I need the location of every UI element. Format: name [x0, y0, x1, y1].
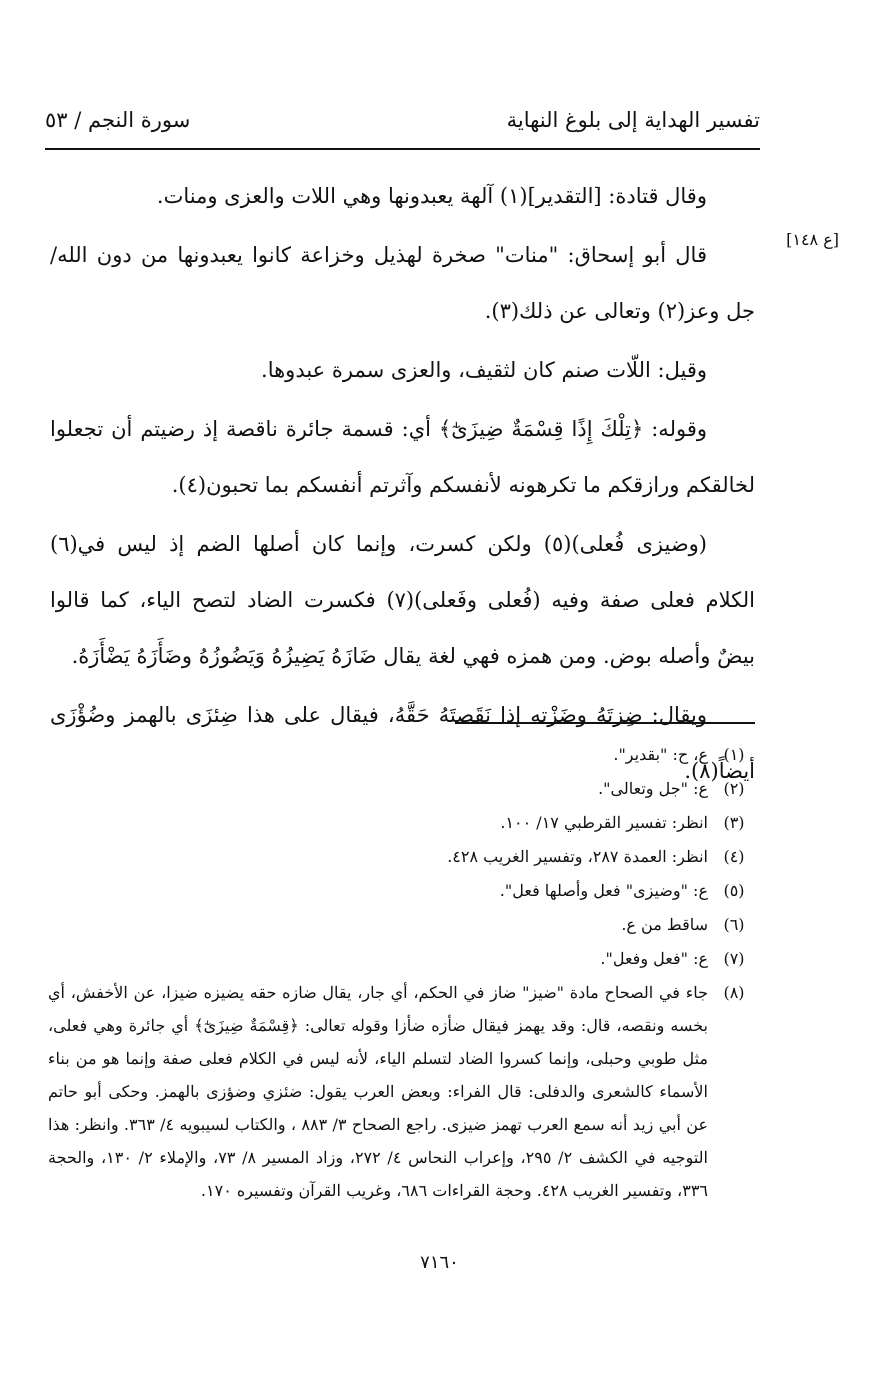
- footnote-3: [48, 806, 760, 840]
- paragraph-4: وقوله: ﴿تِلْكَ إِذًا قِسْمَةٌ ضِيزَىٰٓ﴾ أي: قسمة جائرة ناقصة إذ رضيتم أن تجعلوا لخالقكم ورازقكم ما تكرهونه لأنفسكم وآثرتم أنفسكم بما تحبون(٤).: [50, 417, 755, 497]
- main-text: [50, 168, 755, 802]
- paragraph-1: وقال قتادة: [التقدير](١) آلهة يعبدونها وهي اللات والعزى ومنات.: [156, 184, 707, 208]
- footnote-1: [48, 738, 760, 772]
- paragraph-2: قال أبو إسحاق: "منات" صخرة لهذيل وخزاعة كانوا يعبدونها من دون الله/ جل وعز(٢) وتعالى عن ذلك(٣).: [50, 243, 755, 323]
- book-title: تفسير الهداية إلى بلوغ النهاية: [506, 108, 760, 132]
- footnote-number: (٤): [723, 847, 745, 866]
- footnote-number: (٢): [723, 779, 745, 798]
- footnote-number: (٥): [723, 881, 745, 900]
- header-divider: [45, 148, 760, 150]
- footnote-4: [48, 840, 760, 874]
- footnote-number: (٦): [723, 915, 745, 934]
- footnote-2: [48, 772, 760, 806]
- page-number: ٧١٦٠: [420, 1252, 459, 1273]
- footnotes: [48, 738, 760, 1207]
- footnote-text: ع: "فعل وفعل".: [600, 949, 708, 968]
- surah-page-label: سورة النجم / ٥٣: [45, 108, 191, 132]
- footnote-number: (٣): [723, 813, 745, 832]
- footnote-text: انظر: العمدة ٢٨٧، وتفسير الغريب ٤٢٨.: [447, 847, 708, 866]
- footnote-text: ع: "وضيزى" فعل وأصلها فعل".: [499, 881, 708, 900]
- footnote-number: (٧): [723, 949, 745, 968]
- paragraph-6: ويقال: ضِزتَهُ وضَزْته إذا نَقَصتَهُ حَقَّهُ، فيقال على هذا ضِئزَى بالهمز وضُؤْزَى أيضاً(٨).: [50, 703, 755, 783]
- paragraph-5: (وضيزى فُعلى)(٥) ولكن كسرت، وإنما كان أصلها الضم إذ ليس في(٦) الكلام فعلى صفة وفيه (فُعلى وفَعلى)(٧) فكسرت الضاد لتصح الياء، كما قالوا بيضٌ وأصله بوض. ومن همزه فهي لغة يقال ضَازَهُ يَضِيزُهُ وَيَضُوزُهُ وضَأَزَهُ يَضْأَزَهُ.: [50, 532, 755, 668]
- footnote-text: ع: "جل وتعالى".: [598, 779, 708, 798]
- running-header: [45, 108, 760, 142]
- footnote-text: ساقط من ع.: [621, 915, 708, 934]
- footnote-7: [48, 942, 760, 976]
- footnote-6: [48, 908, 760, 942]
- footnote-5: [48, 874, 760, 908]
- footnote-number: (١): [723, 745, 745, 764]
- footnote-text: جاء في الصحاح مادة "ضيز" ضاز في الحكم، أي جار، يقال ضازه حقه يضيزه ضيزا، عن الأخفش، أي بخسه ونقصه، قال: وقد يهمز فيقال ضأزه ضأزا وقوله تعالى: ﴿قِسْمَةٌ ضِيزَىٰٓ﴾ أي جائرة وهي فعلى، مثل طوبي وحبلى، وإنما كسروا الضاد لتسلم الياء، لأنه ليس في الكلام فعلى صفة وإنما هو من بناء الأسماء كالشعرى والدفلى: قال الفراء: وبعض العرب يقول: ضئزي وضؤزى بالهمز. وحكى أبو حاتم عن أبي زيد أنه سمع العرب تهمز ضيزى. راجع الصحاح ٣/ ٨٨٣ ، والكتاب لسيبويه ٤/ ٣٦٣. وانظر: هذا التوجيه في الكشف ٢/ ٢٩٥، وإعراب النحاس ٤/ ٢٧٢، وزاد المسير ٨/ ٧٣، والإملاء ٢/ ١٣٠، والحجة ٣٣٦، وتفسير الغريب ٤٢٨. وحجة القراءات ٦٨٦، وغريب القرآن وتفسيره ١٧٠.: [48, 983, 709, 1200]
- manuscript-margin-note: [ع ١٤٨]: [786, 230, 839, 249]
- footnote-text: ع، ح: "بقدير".: [613, 745, 708, 764]
- footnote-number: (٨): [723, 983, 745, 1002]
- footnote-divider: [455, 722, 755, 724]
- footnote-8: [48, 976, 760, 1207]
- paragraph-3: وقيل: اللّات صنم كان لثقيف، والعزى سمرة عبدوها.: [261, 358, 707, 382]
- footnote-text: انظر: تفسير القرطبي ١٧/ ١٠٠.: [500, 813, 708, 832]
